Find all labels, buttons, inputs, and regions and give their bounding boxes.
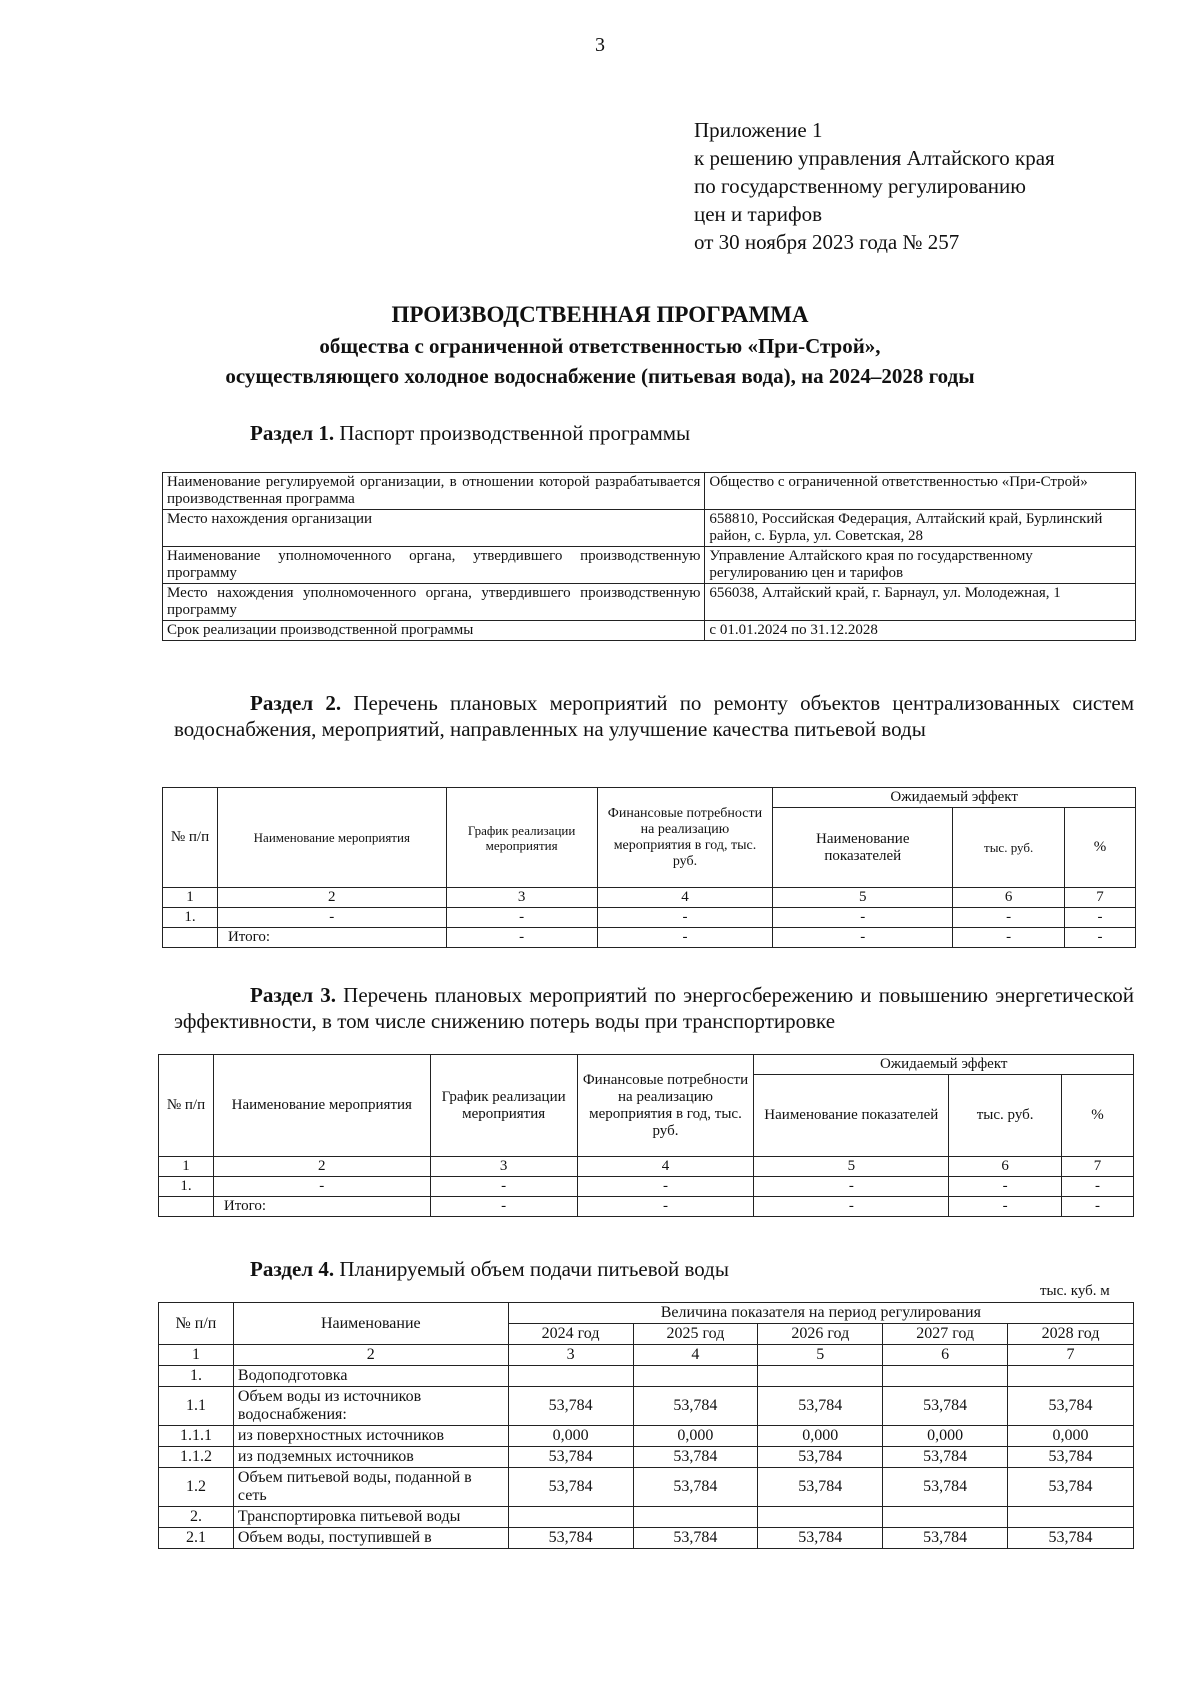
row-num: 1.1	[159, 1387, 234, 1426]
cell-dash: -	[217, 908, 446, 928]
row-value: 0,000	[758, 1426, 883, 1447]
row-value: 53,784	[883, 1387, 1008, 1426]
row-name: Объем воды из источников водоснабжения:	[233, 1387, 508, 1426]
table-row	[159, 1387, 1134, 1426]
row-value	[1008, 1507, 1134, 1528]
row-value: 53,784	[1008, 1468, 1134, 1507]
column-number: 5	[758, 1345, 883, 1366]
header-name: Наименование мероприятия	[217, 788, 446, 888]
section-title: Планируемый объем подачи питьевой воды	[339, 1257, 729, 1281]
header-rub: тыс. руб.	[949, 1075, 1062, 1157]
cell-dash: -	[953, 908, 1065, 928]
column-numbers-row	[163, 888, 1136, 908]
row-value: 53,784	[508, 1528, 633, 1549]
page-number: 3	[595, 34, 605, 56]
passport-key: Наименование уполномоченного органа, утвердившего производственную программу	[163, 547, 705, 584]
passport-row	[163, 547, 1136, 584]
row-value	[758, 1507, 883, 1528]
row-name: из поверхностных источников	[233, 1426, 508, 1447]
cell-dash: -	[213, 1177, 430, 1197]
header-effect: Ожидаемый эффект	[773, 788, 1136, 808]
passport-value: 658810, Российская Федерация, Алтайский край, Бурлинский район, с. Бурла, ул. Советская, 28	[705, 510, 1136, 547]
header-num: № п/п	[159, 1303, 234, 1345]
row-value: 53,784	[633, 1468, 758, 1507]
passport-value: Общество с ограниченной ответственностью «При-Строй»	[705, 473, 1136, 510]
passport-row	[163, 510, 1136, 547]
header-num: № п/п	[163, 788, 218, 888]
row-value: 53,784	[758, 1447, 883, 1468]
header-schedule: График реализации мероприятия	[446, 788, 597, 888]
passport-value: с 01.01.2024 по 31.12.2028	[705, 621, 1136, 641]
passport-value: 656038, Алтайский край, г. Барнаул, ул. Молодежная, 1	[705, 584, 1136, 621]
row-value: 53,784	[633, 1528, 758, 1549]
cell-dash: -	[1062, 1177, 1134, 1197]
column-number: 6	[883, 1345, 1008, 1366]
table-row	[159, 1177, 1134, 1197]
cell-dash: -	[577, 1177, 754, 1197]
row-name: Транспортировка питьевой воды	[233, 1507, 508, 1528]
row-name: Водоподготовка	[233, 1366, 508, 1387]
cell-dash: -	[754, 1197, 949, 1217]
document-subtitle: осуществляющего холодное водоснабжение (питьевая вода), на 2024–2028 годы	[225, 364, 975, 388]
row-value: 0,000	[883, 1426, 1008, 1447]
header-pct: %	[1065, 808, 1136, 888]
header-pct: %	[1062, 1075, 1134, 1157]
row-value	[508, 1507, 633, 1528]
section-title: Перечень плановых мероприятий по ремонту объектов централизованных систем водоснабжения, мероприятий, направленных на улучшение качества питьевой воды	[174, 691, 1134, 741]
section-label: Раздел 3.	[250, 983, 337, 1007]
appendix-line: цен и тарифов	[694, 202, 823, 226]
total-row	[159, 1197, 1134, 1217]
passport-row	[163, 473, 1136, 510]
column-number: 2	[217, 888, 446, 908]
header-effect: Ожидаемый эффект	[754, 1055, 1134, 1075]
header-name: Наименование мероприятия	[213, 1055, 430, 1157]
row-num: 1.	[163, 908, 218, 928]
row-value	[883, 1366, 1008, 1387]
header-schedule: График реализации мероприятия	[430, 1055, 577, 1157]
row-value: 53,784	[883, 1528, 1008, 1549]
row-value: 53,784	[758, 1528, 883, 1549]
row-num: 1.1.2	[159, 1447, 234, 1468]
row-value: 53,784	[758, 1468, 883, 1507]
passport-key: Наименование регулируемой организации, в отношении которой разрабатывается производственная программа	[163, 473, 705, 510]
row-value: 53,784	[1008, 1447, 1134, 1468]
section1-heading	[250, 420, 690, 446]
row-value: 53,784	[883, 1468, 1008, 1507]
cell-dash: -	[446, 928, 597, 948]
cell-dash: -	[430, 1177, 577, 1197]
section2-table	[162, 787, 1136, 948]
column-number: 4	[633, 1345, 758, 1366]
cell-dash: -	[1065, 908, 1136, 928]
column-number: 1	[159, 1157, 214, 1177]
cell-dash: -	[446, 908, 597, 928]
passport-row	[163, 621, 1136, 641]
section2-heading	[174, 690, 1134, 742]
year-header: 2027 год	[883, 1324, 1008, 1345]
section4-table	[158, 1302, 1134, 1549]
unit-label: тыс. куб. м	[1040, 1283, 1110, 1299]
section4-heading	[250, 1256, 729, 1282]
appendix-line: к решению управления Алтайского края	[694, 146, 1055, 170]
passport-key: Срок реализации производственной программы	[163, 621, 705, 641]
cell-dash: -	[577, 1197, 754, 1217]
header-finance: Финансовые потребности на реализацию мероприятия в год, тыс. руб.	[597, 788, 773, 888]
cell-dash: -	[597, 908, 773, 928]
cell-dash: -	[949, 1177, 1062, 1197]
passport-key: Место нахождения уполномоченного органа, утвердившего производственную программу	[163, 584, 705, 621]
row-num: 1.2	[159, 1468, 234, 1507]
table-row	[159, 1507, 1134, 1528]
section-label: Раздел 2.	[250, 691, 342, 715]
year-header: 2028 год	[1008, 1324, 1134, 1345]
header-finance: Финансовые потребности на реализацию мероприятия в год, тыс. руб.	[577, 1055, 754, 1157]
header-indicators: Наименование показателей	[754, 1075, 949, 1157]
row-value: 53,784	[633, 1447, 758, 1468]
table-row	[163, 908, 1136, 928]
passport-key: Место нахождения организации	[163, 510, 705, 547]
cell-dash: -	[1062, 1197, 1134, 1217]
column-number: 4	[597, 888, 773, 908]
row-num: 1.	[159, 1366, 234, 1387]
row-value: 53,784	[883, 1447, 1008, 1468]
row-value: 53,784	[508, 1468, 633, 1507]
table-row	[159, 1528, 1134, 1549]
table-row	[159, 1366, 1134, 1387]
section-label: Раздел 1.	[250, 421, 335, 445]
row-value: 53,784	[508, 1447, 633, 1468]
row-value: 53,784	[1008, 1528, 1134, 1549]
passport-value: Управление Алтайского края по государственному регулированию цен и тарифов	[705, 547, 1136, 584]
header-num: № п/п	[159, 1055, 214, 1157]
total-label: Итого:	[213, 1197, 430, 1217]
row-name: из подземных источников	[233, 1447, 508, 1468]
column-number: 5	[773, 888, 953, 908]
row-value	[633, 1366, 758, 1387]
row-value	[883, 1507, 1008, 1528]
total-row	[163, 928, 1136, 948]
row-num: 1.	[159, 1177, 214, 1197]
column-number: 2	[213, 1157, 430, 1177]
passport-row	[163, 584, 1136, 621]
column-number: 3	[446, 888, 597, 908]
passport-table	[162, 472, 1136, 641]
section3-table	[158, 1054, 1134, 1217]
header-rub: тыс. руб.	[953, 808, 1065, 888]
cell-dash: -	[430, 1197, 577, 1217]
row-value: 53,784	[508, 1387, 633, 1426]
column-number: 7	[1065, 888, 1136, 908]
column-numbers-row	[159, 1157, 1134, 1177]
row-value: 53,784	[758, 1387, 883, 1426]
year-header: 2025 год	[633, 1324, 758, 1345]
section3-heading	[174, 982, 1134, 1034]
table-row	[159, 1447, 1134, 1468]
column-numbers-row	[159, 1345, 1134, 1366]
header-indicators: Наименование показателей	[773, 808, 953, 888]
section-label: Раздел 4.	[250, 1257, 335, 1281]
column-number: 1	[163, 888, 218, 908]
cell-dash: -	[953, 928, 1065, 948]
row-value: 53,784	[633, 1387, 758, 1426]
row-name: Объем воды, поступившей в	[233, 1528, 508, 1549]
appendix-block	[694, 116, 1055, 256]
total-label: Итого:	[217, 928, 446, 948]
appendix-line: Приложение 1	[694, 118, 823, 142]
column-number: 4	[577, 1157, 754, 1177]
year-header: 2024 год	[508, 1324, 633, 1345]
column-number: 7	[1062, 1157, 1134, 1177]
row-value: 0,000	[508, 1426, 633, 1447]
cell-dash: -	[773, 928, 953, 948]
cell-dash: -	[754, 1177, 949, 1197]
row-value: 0,000	[1008, 1426, 1134, 1447]
document-subtitle: общества с ограниченной ответственностью «При-Строй»,	[319, 334, 881, 358]
row-value	[508, 1366, 633, 1387]
row-value: 0,000	[633, 1426, 758, 1447]
cell-dash: -	[1065, 928, 1136, 948]
table-row	[159, 1426, 1134, 1447]
section-title: Паспорт производственной программы	[339, 421, 691, 445]
column-number: 6	[949, 1157, 1062, 1177]
row-num: 2.	[159, 1507, 234, 1528]
cell-dash: -	[949, 1197, 1062, 1217]
row-value	[633, 1507, 758, 1528]
row-value	[1008, 1366, 1134, 1387]
column-number: 1	[159, 1345, 234, 1366]
column-number: 3	[430, 1157, 577, 1177]
appendix-line: по государственному регулированию	[694, 174, 1026, 198]
document-title: ПРОИЗВОДСТВЕННАЯ ПРОГРАММА	[391, 302, 809, 327]
row-value: 53,784	[1008, 1387, 1134, 1426]
column-number: 2	[233, 1345, 508, 1366]
column-number: 6	[953, 888, 1065, 908]
column-number: 3	[508, 1345, 633, 1366]
cell-dash: -	[773, 908, 953, 928]
cell-dash: -	[597, 928, 773, 948]
column-number: 7	[1008, 1345, 1134, 1366]
table-row	[159, 1468, 1134, 1507]
row-name: Объем питьевой воды, поданной в сеть	[233, 1468, 508, 1507]
row-num: 1.1.1	[159, 1426, 234, 1447]
row-value	[758, 1366, 883, 1387]
row-num: 2.1	[159, 1528, 234, 1549]
year-header: 2026 год	[758, 1324, 883, 1345]
section-title: Перечень плановых мероприятий по энергосбережению и повышению энергетической эффективности, в том числе снижению потерь воды при транспортировке	[174, 983, 1134, 1033]
header-value: Величина показателя на период регулирования	[508, 1303, 1133, 1324]
column-number: 5	[754, 1157, 949, 1177]
header-name: Наименование	[233, 1303, 508, 1345]
appendix-line: от 30 ноября 2023 года № 257	[694, 230, 960, 254]
